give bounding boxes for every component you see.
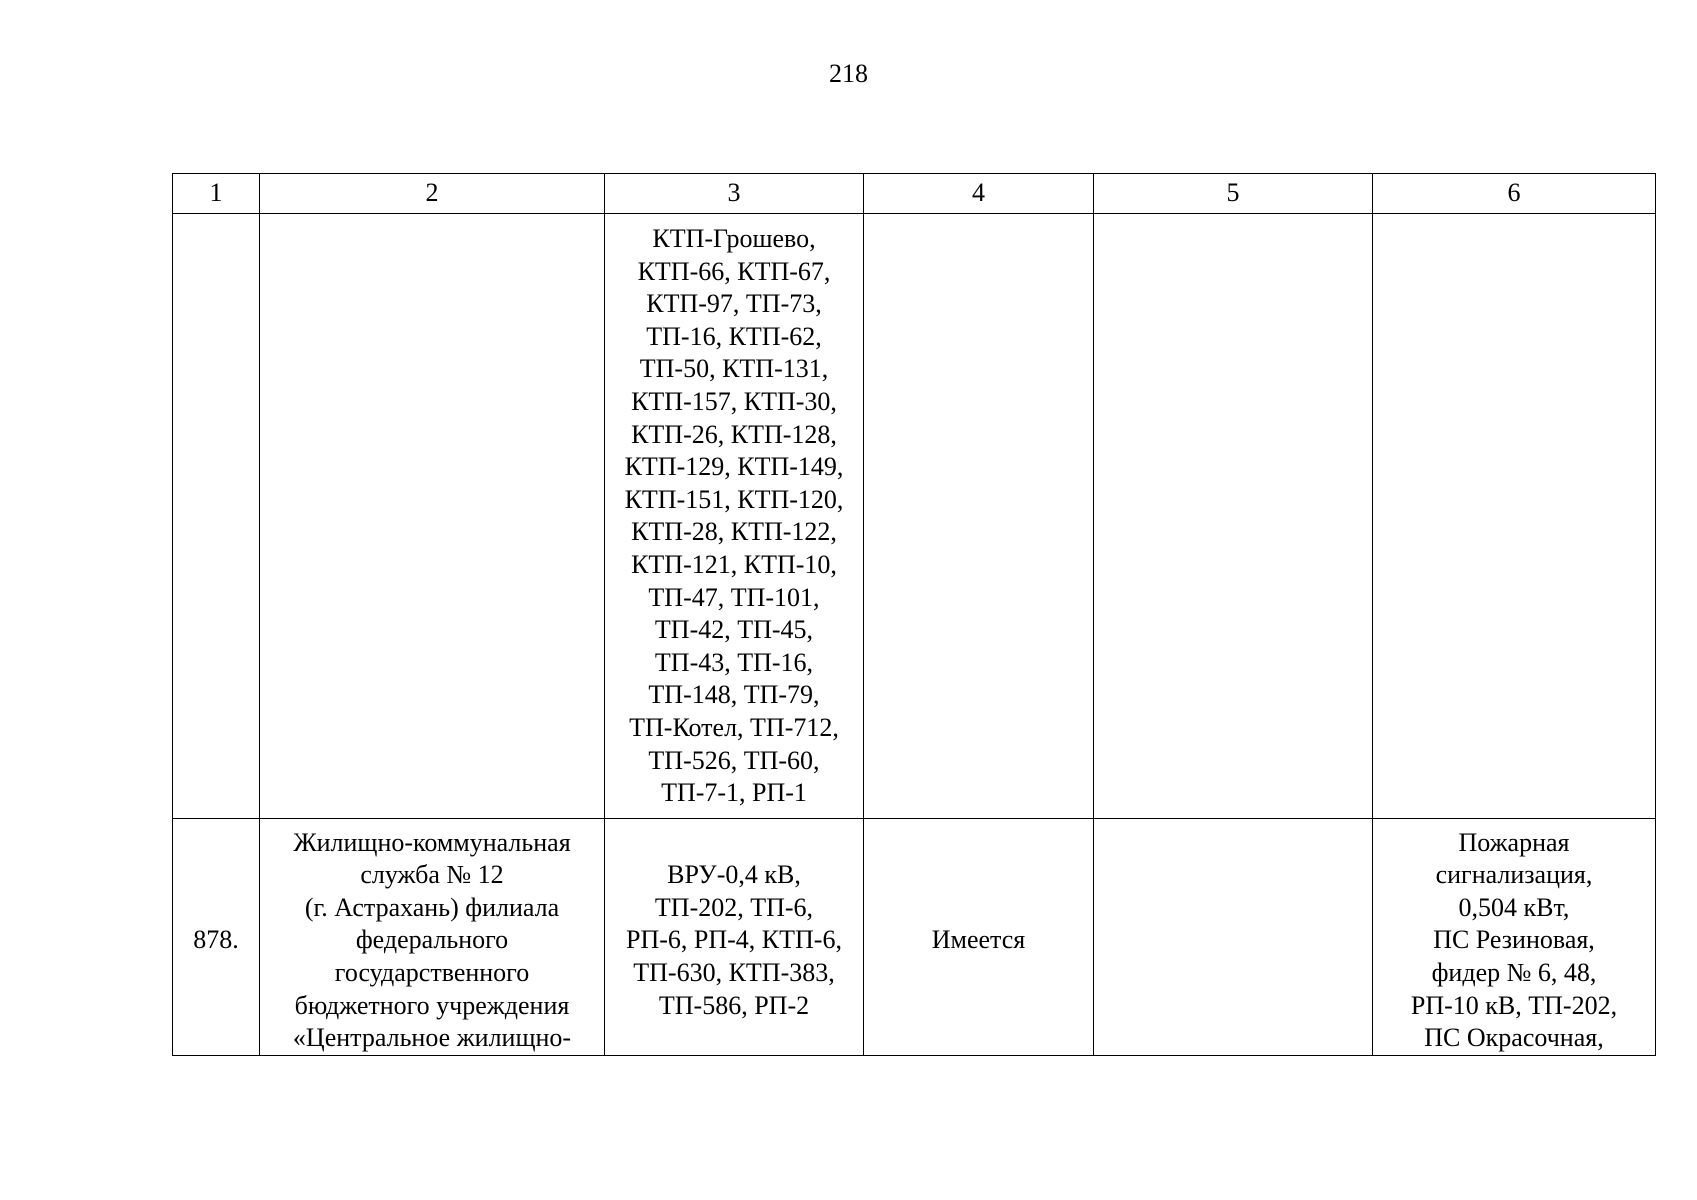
cell-text: Жилищно-коммунальная служба № 12 (г. Астрахань) филиала федерального государственного бюджетного учреждения «Центральное жилищно- — [292, 827, 572, 1053]
cell-text: ВРУ-0,4 кВ, ТП-202, ТП-6, РП-6, РП-4, КТП-6, ТП-630, КТП-383, ТП-586, РП-2 — [626, 860, 842, 1020]
table-cell-col6 — [1373, 818, 1656, 1055]
table-cell-col6 — [1373, 214, 1656, 819]
column-header-4: 4 — [864, 174, 1094, 214]
table-cell-organization — [260, 818, 605, 1055]
table-cell-number — [173, 214, 260, 819]
column-header-6: 6 — [1373, 174, 1656, 214]
table-cell-col4 — [864, 818, 1094, 1055]
column-header-2: 2 — [260, 174, 605, 214]
page-number: 218 — [829, 59, 868, 88]
table-cell-substations — [605, 818, 864, 1055]
table-cell-substations — [605, 214, 864, 819]
table-cell-number — [173, 818, 260, 1055]
column-header-3: 3 — [605, 174, 864, 214]
data-table — [172, 173, 1656, 1056]
cell-text: КТП-Грошево, КТП-66, КТП-67, КТП-97, ТП-73, ТП-16, КТП-62, ТП-50, КТП-131, КТП-157, КТП-30, КТП-26, КТП-128, КТП-129, КТП-149, КТП-151, КТП-120, КТП-28, КТП-122, КТП-121, КТП-10, ТП-47, ТП-101, ТП-42, ТП-45, ТП-43, ТП-16, ТП-148, ТП-79, ТП-Котел, ТП-712, ТП-526, ТП-60, ТП-7-1, РП-1 — [624, 224, 844, 808]
table-row — [173, 818, 1656, 1055]
table-cell-col5 — [1094, 818, 1373, 1055]
column-header-1: 1 — [173, 174, 260, 214]
cell-text: Пожарная сигнализация, 0,504 кВт, ПС Резиновая, фидер № 6, 48, РП-10 кВ, ТП-202, ПС Окрасочная, — [1410, 827, 1618, 1053]
table-header-row — [173, 174, 1656, 214]
table-cell-col4 — [864, 214, 1094, 819]
table-cell-col5 — [1094, 214, 1373, 819]
cell-text: 878. — [193, 925, 239, 955]
table-cell-organization — [260, 214, 605, 819]
table-row — [173, 214, 1656, 819]
cell-text: Имеется — [931, 925, 1026, 955]
column-header-5: 5 — [1094, 174, 1373, 214]
